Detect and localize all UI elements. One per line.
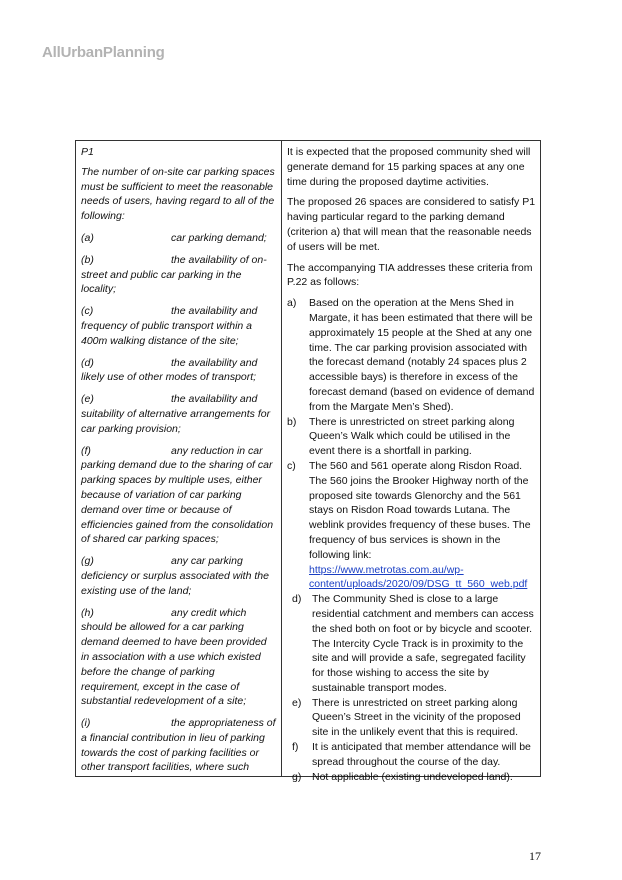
response-paragraph: The accompanying TIA addresses these criteria from P.22 as follows: [287, 261, 533, 289]
response-column [287, 145, 537, 784]
column-divider [281, 141, 282, 776]
criterion-item: (d) the availability and likely use of other modes of transport; [81, 356, 258, 384]
company-logo: AllUrbanPlanning [42, 44, 165, 61]
performance-criterion-column [81, 145, 276, 782]
criterion-intro: The number of on-site car parking spaces must be sufficient to meet the reasonable needs of users, having regard to all of the following: [81, 165, 275, 223]
response-list-item: c) The 560 and 561 operate along Risdon Road. The 560 joins the Brooker Highway north of the proposed site towards Glenorchy and the 561 stays on Risdon Road towards Lutana. The weblink provides frequency of these buses. The frequency of bus services is shown in the following link: https://www.metrotas.com.au/wp-content/uploads/2020/09/DSG_tt_560_web.pdf [287, 459, 531, 591]
response-paragraph: It is expected that the proposed community shed will generate demand for 15 parking spaces at any one time during the proposed daytime activities. [287, 146, 531, 188]
response-list-item: f) It is anticipated that member attendance will be spread throughout the course of the day. [292, 741, 531, 768]
criterion-item: (e) the availability and suitability of alternative arrangements for car parking provision; [81, 393, 271, 435]
response-list-item: b) There is unrestricted on street parking along Queen’s Walk which could be utilised in the event there is a shortfall in parking. [287, 415, 515, 458]
response-list-item: a) Based on the operation at the Mens Shed in Margate, it has been estimated that there will be approximately 15 people at the Shed at any one time. The car parking provision associated with the forecast demand (notably 24 spaces plus 2 accessible bays) is therefore in excess of the forecast demand (based on evidence of demand from the Margate Men’s Shed). [287, 297, 535, 413]
response-list [287, 296, 537, 784]
response-paragraph: The proposed 26 spaces are considered to satisfy P1 having particular regard to the parking demand (criterion a) that will mean that the reasonable needs of users will be met. [287, 196, 536, 253]
criterion-title: P1 [81, 146, 94, 158]
response-list-item: g) Not applicable (existing undeveloped land). [292, 770, 513, 783]
response-list-item: d) The Community Shed is close to a large residential catchment and members can access the shed both on foot or by bicycle and scooter. The Intercity Cycle Track is in proximity to the site and will provide a safe, segregated facility for those wishing to access the site by sustainable transport modes. [292, 593, 534, 694]
criterion-item: (g) any car parking deficiency or surplus associated with the existing use of the land; [81, 555, 269, 597]
criterion-item: (a) car parking demand; [81, 231, 267, 244]
page-number: 17 [529, 849, 541, 863]
criteria-table [75, 140, 541, 783]
criterion-item: (i) the appropriateness of a financial contribution in lieu of parking towards the cost of parking facilities or other transport facilities, where such [81, 717, 276, 774]
criterion-item: (h) any credit which should be allowed for a car parking demand deemed to have been provided in association with a use which existed before the change of parking requirement, except in the case of substantial redevelopment of a site; [81, 606, 267, 708]
criterion-item: (b) the availability of on-street and public car parking in the locality; [81, 253, 267, 296]
criterion-item: (c) the availability and frequency of public transport within a 400m walking distance of the site; [81, 305, 258, 347]
timetable-link[interactable]: https://www.metrotas.com.au/wp-content/uploads/2020/09/DSG_tt_560_web.pdf [309, 563, 528, 591]
criterion-item: (f) any reduction in car parking demand due to the sharing of car parking spaces by multiple uses, either because of variation of car parking demand over time or because of efficiencies gained from the consolidation of shared car parking spaces; [81, 444, 274, 546]
response-list-item: e) There is unrestricted on street parking along Queen’s Street in the vicinity of the proposed site in the unlikely event that this is required. [292, 696, 521, 739]
